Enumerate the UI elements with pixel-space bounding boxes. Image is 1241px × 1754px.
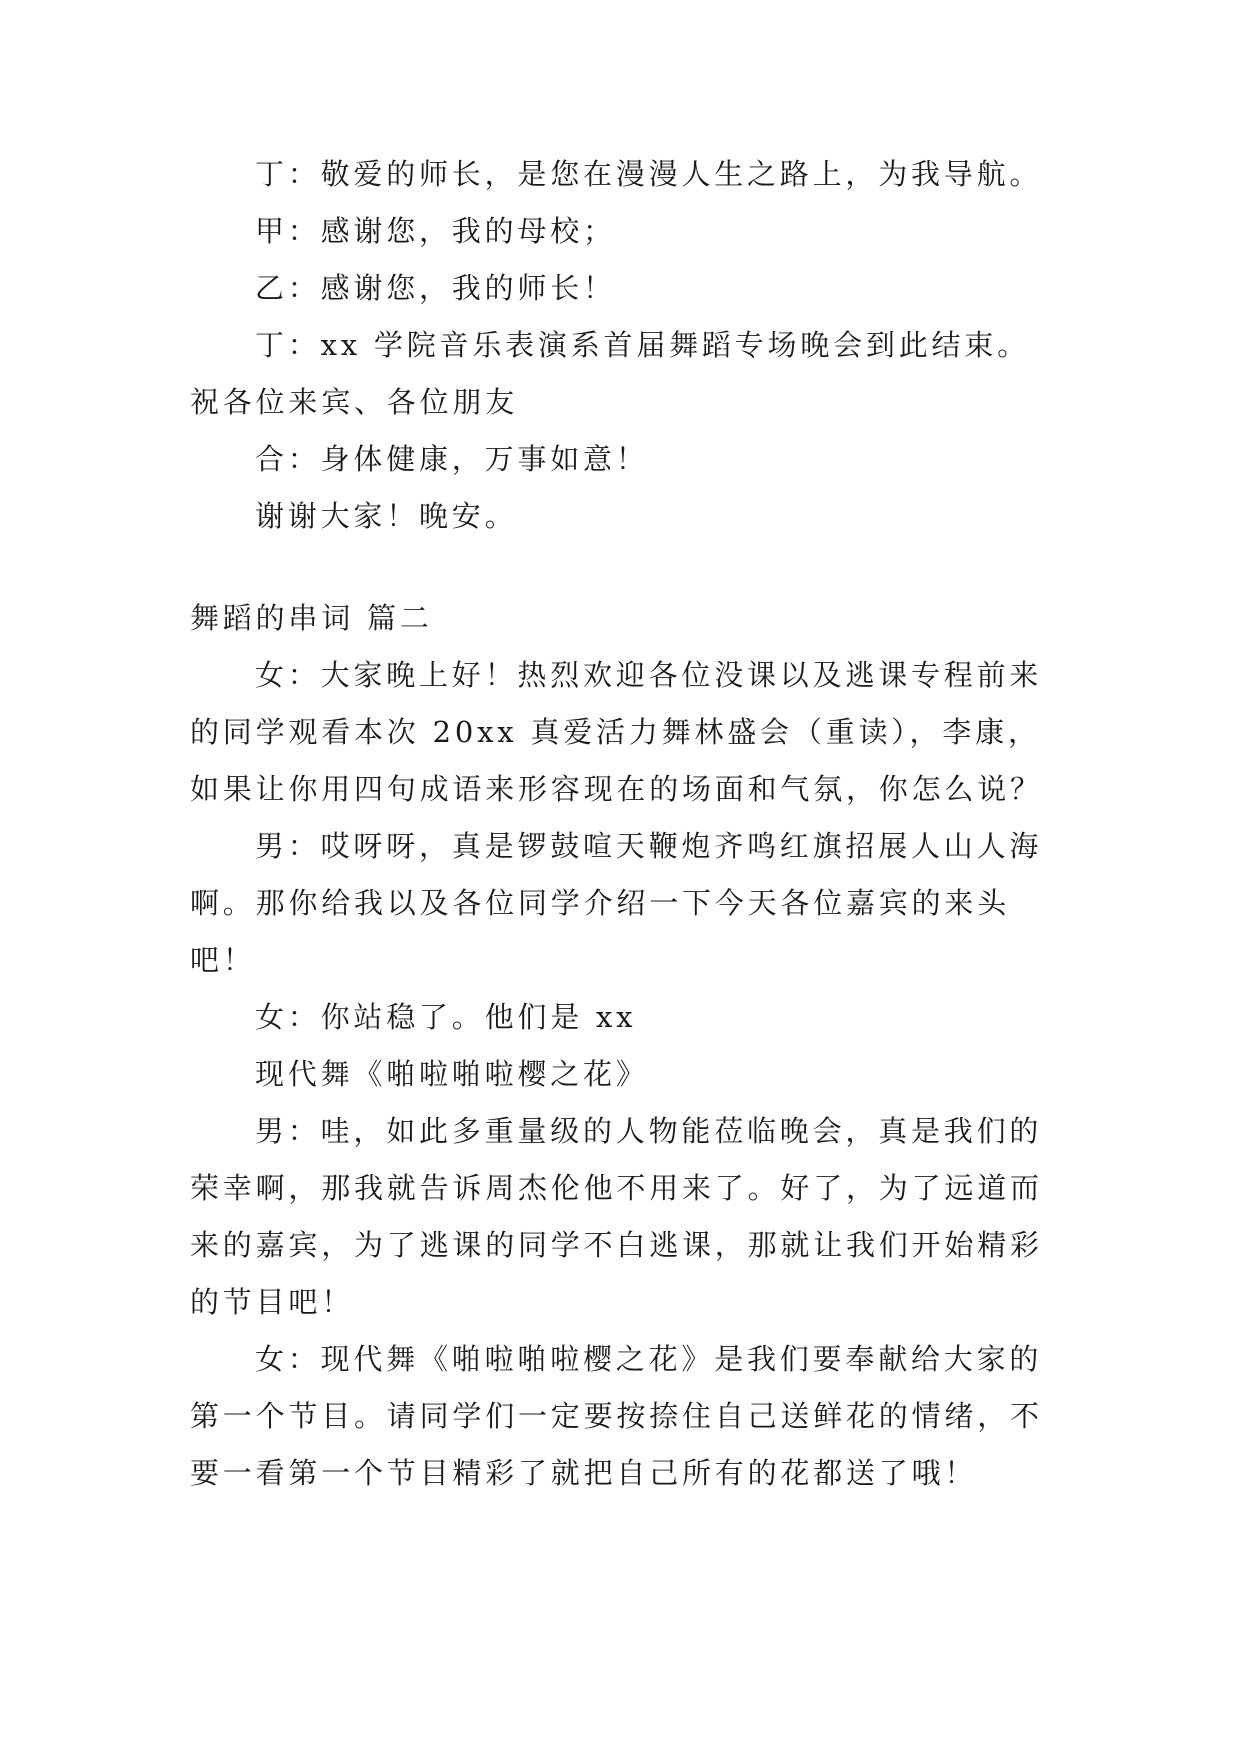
paragraph-goodnight: 谢谢大家！晚安。	[255, 499, 518, 533]
paragraph-yi-thanks: 乙：感谢您，我的师长！	[255, 271, 616, 305]
section-heading: 舞蹈的串词 篇二	[190, 601, 433, 635]
paragraph-female-opening: 女：大家晚上好！热烈欢迎各位没课以及逃课专程前来的同学观看本次 20xx 真爱活力舞林盛会（重读），李康，如果让你用四句成语来形容现在的场面和气氛，你怎么说？	[190, 658, 1043, 806]
paragraph-program-title: 现代舞《啪啦啪啦樱之花》	[255, 1057, 649, 1091]
paragraph-ding-thanks: 丁：敬爱的师长，是您在漫漫人生之路上，为我导航。	[255, 157, 1043, 191]
paragraph-together-wishes: 合：身体健康，万事如意！	[255, 442, 649, 476]
paragraph-ding-closing: 丁：xx 学院音乐表演系首届舞蹈专场晚会到此结束。祝各位来宾、各位朋友	[190, 328, 1030, 419]
paragraph-female-guests: 女：你站稳了。他们是 xx	[255, 1000, 637, 1034]
paragraph-male-honor: 男：哇，如此多重量级的人物能莅临晚会，真是我们的荣幸啊，那我就告诉周杰伦他不用来了。好了，为了远道而来的嘉宾，为了逃课的同学不白逃课，那就让我们开始精彩的节目吧！	[190, 1114, 1043, 1319]
paragraph-male-reply: 男：哎呀呀，真是锣鼓喧天鞭炮齐鸣红旗招展人山人海啊。那你给我以及各位同学介绍一下今天各位嘉宾的来头吧！	[190, 829, 1043, 977]
paragraph-female-first-program: 女：现代舞《啪啦啪啦樱之花》是我们要奉献给大家的第一个节目。请同学们一定要按捺住自己送鲜花的情绪，不要一看第一个节目精彩了就把自己所有的花都送了哦！	[190, 1342, 1043, 1490]
document-page	[190, 146, 1050, 1502]
paragraph-jia-thanks: 甲：感谢您，我的母校；	[255, 214, 616, 248]
